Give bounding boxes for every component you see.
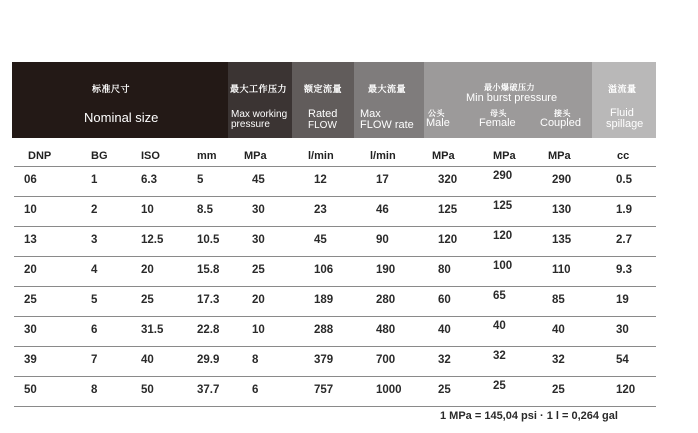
table-cell: 25 [493,380,506,392]
table-cell: 80 [438,264,451,276]
table-cell: 290 [493,170,513,182]
table-cell: 10 [24,204,37,216]
table-cell: 20 [252,294,265,306]
header-nominal-cn: 标准尺寸 [92,84,131,94]
table-cell: 8 [252,354,259,366]
unit-cc: cc [617,150,630,162]
header-female-en: Female [479,117,516,129]
table-cell: 20 [24,264,37,276]
table-cell: 1000 [376,384,402,396]
table-cell: 3 [91,234,98,246]
table-cell: 6 [91,324,98,336]
table-cell: 288 [314,324,334,336]
table-cell: 23 [314,204,327,216]
table-cell: 12 [314,174,327,186]
header-spill-cn: 溢流量 [608,84,637,94]
table-cell: 8 [91,384,98,396]
table-cell: 290 [552,174,572,186]
table-cell: 37.7 [197,384,220,396]
table-cell: 5 [91,294,98,306]
table-cell: 06 [24,174,37,186]
table-cell: 29.9 [197,354,220,366]
table-cell: 9.3 [616,264,632,276]
unit-lmin-max: l/min [370,150,396,162]
table-cell: 100 [493,260,513,272]
table-cell: 25 [252,264,265,276]
table-cell: 22.8 [197,324,220,336]
table-cell: 1 [91,174,98,186]
table-cell: 110 [552,264,571,276]
unit-bg: BG [91,150,108,162]
table-cell: 40 [552,324,565,336]
table-cell: 25 [141,294,154,306]
unit-lmin-rated: l/min [308,150,334,162]
table-cell: 125 [438,204,458,216]
table-cell: 40 [141,354,154,366]
table-cell: 2.7 [616,234,632,246]
table-cell: 280 [376,294,396,306]
table-divider [14,226,656,227]
header-nominal-en: Nominal size [84,110,159,125]
table-cell: 135 [552,234,572,246]
table-cell: 46 [376,204,389,216]
unit-mpa-working: MPa [244,150,267,162]
header-max-flow-rate [354,62,424,138]
table-cell: 39 [24,354,37,366]
table-cell: 90 [376,234,389,246]
unit-mpa-female: MPa [493,150,516,162]
header-male-cn: 公头 [428,109,445,118]
header-maxwp-en1: Max working [231,109,288,120]
header-maxwp-en2: pressure [231,119,270,130]
header-burst-en: Min burst pressure [466,92,558,104]
table-divider [14,406,656,407]
table-divider [14,286,656,287]
table-cell: 17.3 [197,294,220,306]
table-cell: 757 [314,384,334,396]
table-cell: 25 [438,384,451,396]
table-cell: 6.3 [141,174,157,186]
table-cell: 320 [438,174,458,186]
table-cell: 85 [552,294,565,306]
table-cell: 45 [252,174,265,186]
table-cell: 30 [252,204,265,216]
table-cell: 30 [616,324,629,336]
table-cell: 120 [493,230,513,242]
table-cell: 379 [314,354,334,366]
conversion-footer: 1 MPa = 145,04 psi · 1 l = 0,264 gal [440,410,618,422]
table-divider [14,376,656,377]
table-cell: 6 [252,384,259,396]
table-cell: 40 [438,324,451,336]
header-spill-en2: spillage [606,118,644,130]
table-cell: 4 [91,264,98,276]
header-min-burst-pressure [424,62,592,138]
header-coupled-cn: 接头 [554,109,571,118]
table-cell: 106 [314,264,334,276]
table-cell: 700 [376,354,396,366]
table-cell: 20 [141,264,154,276]
table-cell: 30 [252,234,265,246]
table-cell: 60 [438,294,451,306]
header-nominal-size [12,62,228,138]
table-divider [14,346,656,347]
header-burst-cn: 最小爆破压力 [484,83,535,92]
table-cell: 54 [616,354,629,366]
table-cell: 8.5 [197,204,213,216]
table-cell: 13 [24,234,37,246]
table-cell: 65 [493,290,506,302]
table-cell: 25 [552,384,565,396]
header-maxflow-en2: FLOW rate [360,119,414,131]
table-cell: 480 [376,324,396,336]
table-cell: 32 [438,354,451,366]
header-maxflow-cn: 最大流量 [368,84,407,94]
unit-mpa-coupled: MPa [548,150,571,162]
table-cell: 25 [24,294,37,306]
table-cell: 12.5 [141,234,164,246]
table-cell: 10 [252,324,265,336]
table-cell: 45 [314,234,327,246]
table-cell: 32 [552,354,565,366]
table-divider [14,196,656,197]
header-maxwp-cn: 最大工作压力 [230,84,288,94]
table-cell: 2 [91,204,98,216]
table-divider [14,256,656,257]
header-spill-en1: Fluid [610,107,634,119]
unit-dnp: DNP [28,150,52,162]
table-cell: 17 [376,174,389,186]
unit-mm: mm [197,150,217,162]
table-cell: 40 [493,320,506,332]
table-cell: 0.5 [616,174,632,186]
header-rated-en2: FLOW [308,120,337,131]
table-cell: 15.8 [197,264,220,276]
table-cell: 19 [616,294,629,306]
table-cell: 30 [24,324,37,336]
unit-iso: ISO [141,150,160,162]
table-cell: 50 [141,384,154,396]
table-cell: 190 [376,264,396,276]
table-cell: 5 [197,174,204,186]
header-maxflow-en1: Max [360,108,381,120]
header-coupled-en: Coupled [540,117,581,129]
table-cell: 189 [314,294,334,306]
header-rated-en1: Rated [308,108,338,120]
table-cell: 7 [91,354,98,366]
header-rated-flow [292,62,354,138]
table-divider [14,316,656,317]
header-rated-cn: 额定流量 [304,84,343,94]
table-cell: 130 [552,204,572,216]
table-cell: 32 [493,350,506,362]
table-cell: 125 [493,200,513,212]
header-fluid-spillage [592,62,656,138]
table-divider [14,166,656,167]
header-female-cn: 母头 [490,109,507,118]
table-cell: 10.5 [197,234,220,246]
table-cell: 31.5 [141,324,164,336]
table-cell: 10 [141,204,154,216]
table-cell: 120 [616,384,636,396]
header-male-en: Male [426,117,450,129]
table-cell: 1.9 [616,204,632,216]
unit-mpa-male: MPa [432,150,455,162]
header-max-working-pressure [228,62,292,138]
table-cell: 120 [438,234,458,246]
table-cell: 50 [24,384,37,396]
